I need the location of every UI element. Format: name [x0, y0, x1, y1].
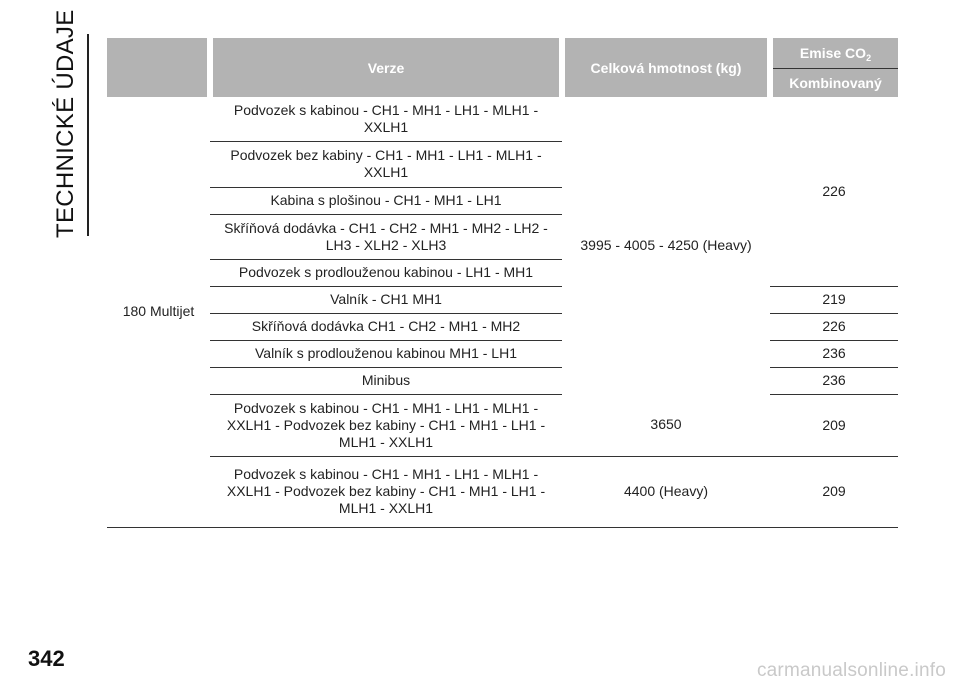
- table-row: [107, 97, 898, 141]
- header-combined-label: Kombinovaný: [789, 75, 882, 91]
- version-cell: Skříňová dodávka CH1 - CH2 - MH1 - MH2: [210, 313, 562, 340]
- version-cell: Kabina s plošinou - CH1 - MH1 - LH1: [210, 187, 562, 214]
- engine-cell: 180 Multijet: [107, 97, 210, 527]
- header-version-label: Verze: [367, 59, 405, 76]
- side-rule-divider: [87, 34, 89, 236]
- watermark-text: carmanualsonline.info: [756, 660, 946, 681]
- header-mass-label: Celková hmotnost (kg): [590, 59, 742, 76]
- table-row: [107, 367, 898, 394]
- side-section-title: TECHNICKÉ ÚDAJE: [52, 9, 79, 238]
- emission-cell: 219: [770, 286, 898, 313]
- version-cell: Minibus: [210, 367, 562, 394]
- version-cell: Podvozek s kabinou - CH1 - MH1 - LH1 - MLH1 - XXLH1 - Podvozek bez kabiny - CH1 - MH1 - LH1 - MLH1 - XXLH1: [210, 394, 562, 456]
- mass-cell: 3650: [562, 394, 770, 456]
- emission-cell: 226: [770, 97, 898, 286]
- emission-cell: 209: [770, 456, 898, 527]
- emission-cell: 226: [770, 313, 898, 340]
- header-total-mass: [562, 38, 770, 97]
- header-emission-label: Emise CO: [799, 45, 867, 61]
- page-number: 342: [28, 646, 65, 671]
- mass-cell: 4400 (Heavy): [562, 456, 770, 527]
- table-row: [107, 456, 898, 527]
- version-cell: Podvozek s prodlouženou kabinou - LH1 - MH1: [210, 259, 562, 286]
- version-cell: Valník - CH1 MH1: [210, 286, 562, 313]
- emissions-spec-table: [107, 38, 898, 528]
- version-cell: Skříňová dodávka - CH1 - CH2 - MH1 - MH2 - LH2 - LH3 - XLH2 - XLH3: [210, 214, 562, 259]
- header-co2-emission: [770, 38, 898, 69]
- version-cell: Podvozek s kabinou - CH1 - MH1 - LH1 - MLH1 - XXLH1: [210, 97, 562, 141]
- emission-cell: 209: [770, 394, 898, 456]
- header-combined: [770, 69, 898, 98]
- header-emission-subscript: 2: [866, 53, 872, 63]
- version-cell: Valník s prodlouženou kabinou MH1 - LH1: [210, 340, 562, 367]
- version-cell: Podvozek s kabinou - CH1 - MH1 - LH1 - MLH1 - XXLH1 - Podvozek bez kabiny - CH1 - MH1 - LH1 - MLH1 - XXLH1: [210, 456, 562, 527]
- emission-cell: 236: [770, 340, 898, 367]
- table-row: [107, 313, 898, 340]
- version-cell: Podvozek bez kabiny - CH1 - MH1 - LH1 - MLH1 - XXLH1: [210, 141, 562, 187]
- table-row: [107, 286, 898, 313]
- header-blank-cell: [107, 38, 210, 97]
- table-row: [107, 340, 898, 367]
- table-row: [107, 394, 898, 456]
- mass-cell: 3995 - 4005 - 4250 (Heavy): [580, 237, 752, 253]
- emission-cell: 236: [770, 367, 898, 394]
- header-version: [210, 38, 562, 97]
